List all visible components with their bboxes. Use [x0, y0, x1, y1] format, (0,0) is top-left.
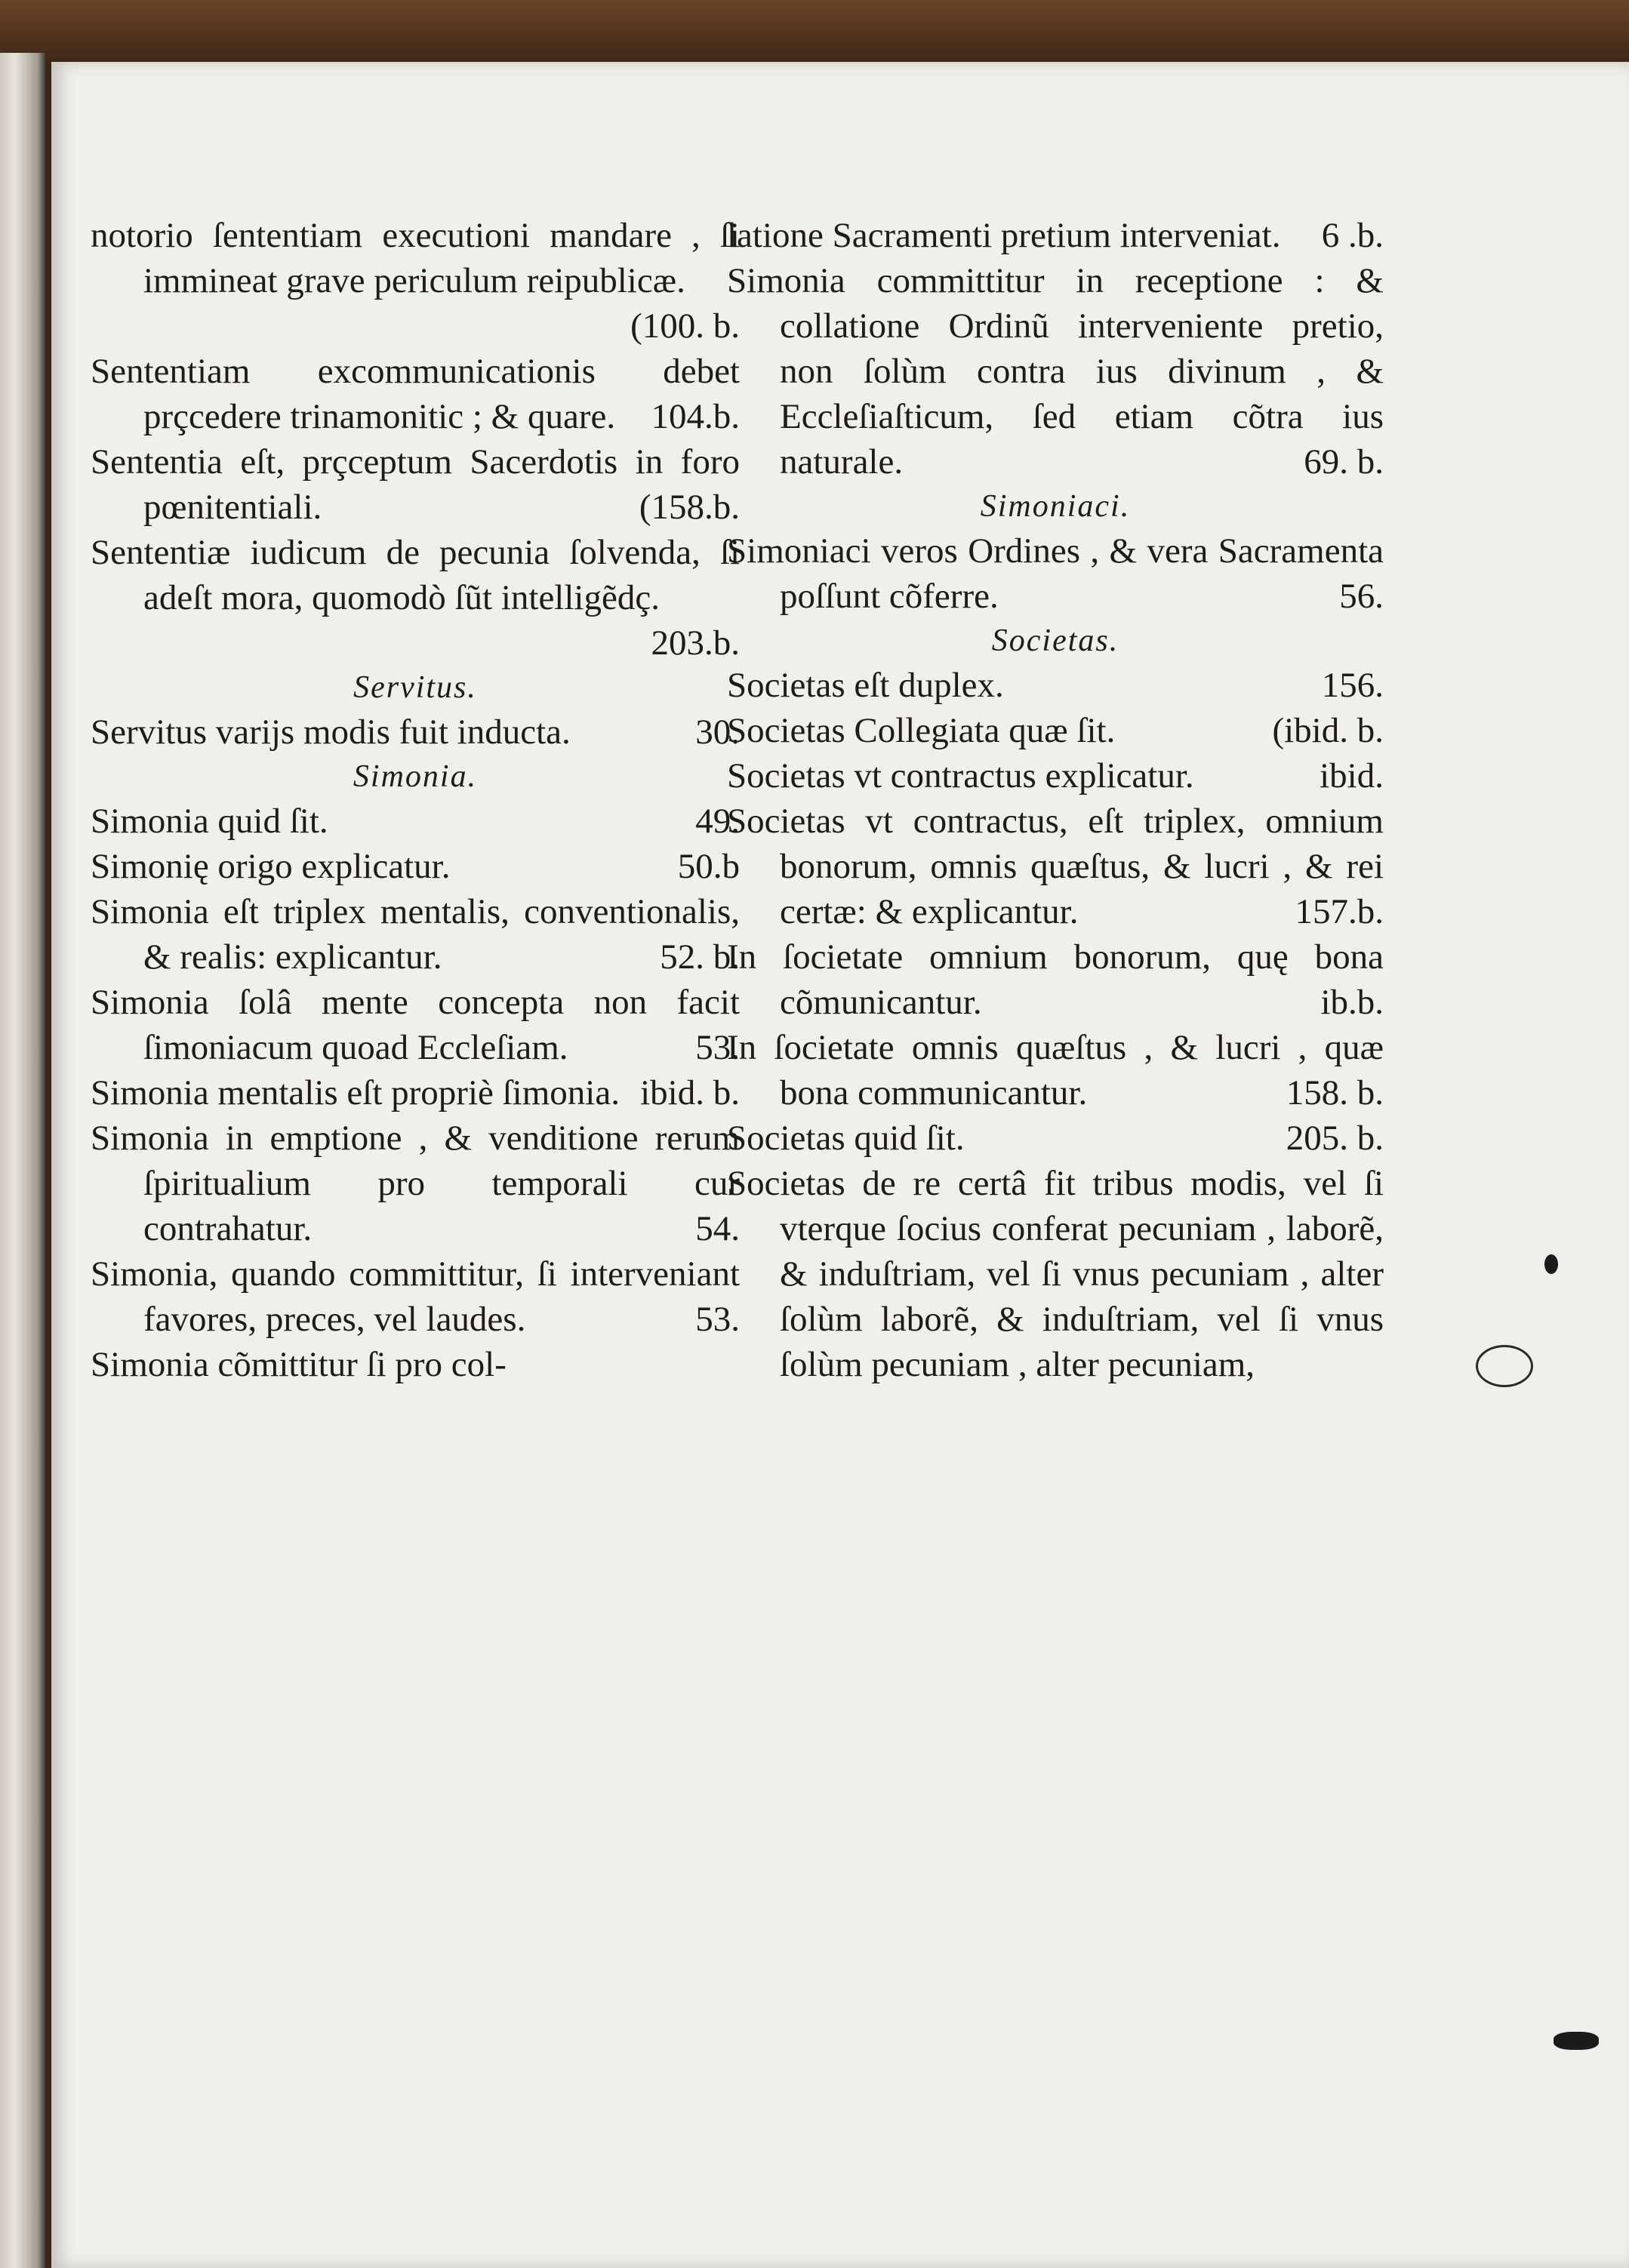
index-entry	[91, 844, 740, 889]
page-reference: 53.	[695, 1300, 740, 1339]
entry-text: Societas vt contractus explicatur.	[727, 756, 1194, 795]
index-entry	[727, 663, 1384, 708]
index-entry	[91, 439, 740, 530]
index-heading: Societas.	[991, 623, 1119, 658]
entry-text: In ſocietate omnis quæſtus , & lucri , quæ bona communicantur.	[727, 1028, 1384, 1112]
index-entry	[91, 709, 740, 755]
entry-text: Simonia, quando committitur, ſi interveniant favores, preces, vel laudes.	[91, 1254, 740, 1339]
index-heading: Simonia.	[353, 759, 478, 794]
page-reference: 158. b.	[1286, 1073, 1384, 1112]
page-reference: ibid. b.	[640, 1073, 740, 1112]
entry-text: In ſocietate omnium bonorum, quę bona cõmunicantur.	[727, 937, 1384, 1022]
page-reference: 205. b.	[1286, 1119, 1384, 1158]
entry-text: notorio ſententiam executioni mandare , ſi immineat grave periculum reipublicæ.	[91, 216, 740, 300]
ink-speck	[1554, 2032, 1599, 2050]
index-entry	[91, 889, 740, 980]
page-reference: 69. b.	[1304, 442, 1384, 482]
page-reference: (100. b.	[630, 306, 740, 346]
facing-page-edge	[0, 53, 45, 2268]
entry-text: Simonia cõmittitur ſi pro col-	[91, 1345, 507, 1384]
page-reference: 157.b.	[1295, 892, 1384, 931]
index-entry	[91, 1116, 740, 1251]
entry-text: Simonia mentalis eſt propriè ſimonia.	[91, 1073, 620, 1112]
right-column	[727, 213, 1384, 1387]
index-entry	[727, 258, 1384, 485]
entry-text: Sententia eſt, prçceptum Sacerdotis in foro pœnitentiali.	[91, 442, 740, 527]
page-reference: 203.b.	[651, 623, 740, 663]
page-reference: ibid.	[1320, 756, 1384, 795]
ink-speck	[1476, 1345, 1533, 1387]
index-entry	[727, 528, 1384, 619]
page-reference: (ibid. b.	[1272, 711, 1384, 750]
index-entry	[727, 934, 1384, 1025]
entry-text: Societas vt contractus, eſt triplex, omnium bonorum, omnis quæſtus, & lucri , & rei certæ: & explicantur.	[727, 802, 1384, 931]
page-reference: ib.b.	[1320, 983, 1384, 1022]
index-entry	[727, 1116, 1384, 1161]
entry-text: Simonia committitur in receptione : & collatione Ordinũ interveniente pretio, non ſolùm contra ius divinum , & Eccleſiaſticum, ſed etiam cõtra ius naturale.	[727, 261, 1384, 482]
index-heading: Simoniaci.	[980, 489, 1131, 524]
index-entry	[91, 980, 740, 1070]
entry-text: Societas quid ſit.	[727, 1119, 965, 1158]
left-column	[91, 213, 740, 1387]
page-reference: 104.b.	[651, 397, 740, 436]
index-entry	[91, 1251, 740, 1342]
entry-text: Simonia eſt triplex mentalis, conventionalis, & realis: explicantur.	[91, 892, 740, 977]
entry-text: Simonia ſolâ mente concepta non facit ſimoniacum quoad Eccleſiam.	[91, 983, 740, 1067]
page-reference: 49.	[695, 802, 740, 841]
index-entry	[727, 213, 1384, 258]
entry-text: Sententiæ iudicum de pecunia ſolvenda, ſi adeſt mora, quomodò ſũt intelligẽdç.	[91, 533, 740, 617]
entry-text: Societas eſt duplex.	[727, 666, 1004, 705]
index-entry	[727, 753, 1384, 799]
page-reference: 50.b	[677, 847, 740, 886]
index-entry	[727, 708, 1384, 753]
entry-text: Simonia quid ſit.	[91, 802, 328, 841]
index-entry	[91, 349, 740, 439]
page-reference: 156.	[1321, 666, 1384, 705]
index-entry	[91, 799, 740, 844]
entry-text: latione Sacramenti pretium interveniat.	[727, 216, 1281, 255]
entry-text: Simonię origo explicatur.	[91, 847, 451, 886]
book-page	[51, 62, 1629, 2268]
entry-text: Societas de re certâ fit tribus modis, vel ſi vterque ſocius conferat pecuniam , laborẽ, & induſtriam, vel ſi vnus pecuniam , alter ſolùm laborẽ, & induſtriam, vel ſi vnus ſolùm pecuniam , alter pecuniam,	[727, 1164, 1384, 1384]
index-entry	[91, 1070, 740, 1116]
index-entry	[727, 1025, 1384, 1116]
ink-speck	[1544, 1254, 1558, 1274]
page-reference: (158.b.	[639, 488, 740, 527]
entry-text: Simonia in emptione , & venditione rerum ſpiritualium pro temporali cur contrahatur.	[91, 1119, 740, 1248]
page-reference: 56.	[1339, 577, 1384, 616]
entry-text: Sententiam excommunicationis debet prçcedere trinamonitic ; & quare.	[91, 352, 740, 436]
index-entry	[91, 213, 740, 349]
page-reference: 54.	[695, 1209, 740, 1248]
index-entry	[91, 530, 740, 666]
page-reference: 53.	[695, 1028, 740, 1067]
entry-text: Simoniaci veros Ordines , & vera Sacramenta poſſunt cõferre.	[727, 531, 1384, 616]
page-reference: 52. b.	[660, 937, 740, 977]
index-entry	[727, 1161, 1384, 1387]
index-heading: Servitus.	[353, 670, 477, 705]
page-reference: 30.	[695, 712, 740, 752]
entry-text: Servitus varijs modis fuit inducta.	[91, 712, 571, 752]
entry-text: Societas Collegiata quæ ſit.	[727, 711, 1116, 750]
index-entry	[727, 799, 1384, 934]
page-reference: 6 .b.	[1321, 216, 1384, 255]
index-entry	[91, 1342, 740, 1387]
